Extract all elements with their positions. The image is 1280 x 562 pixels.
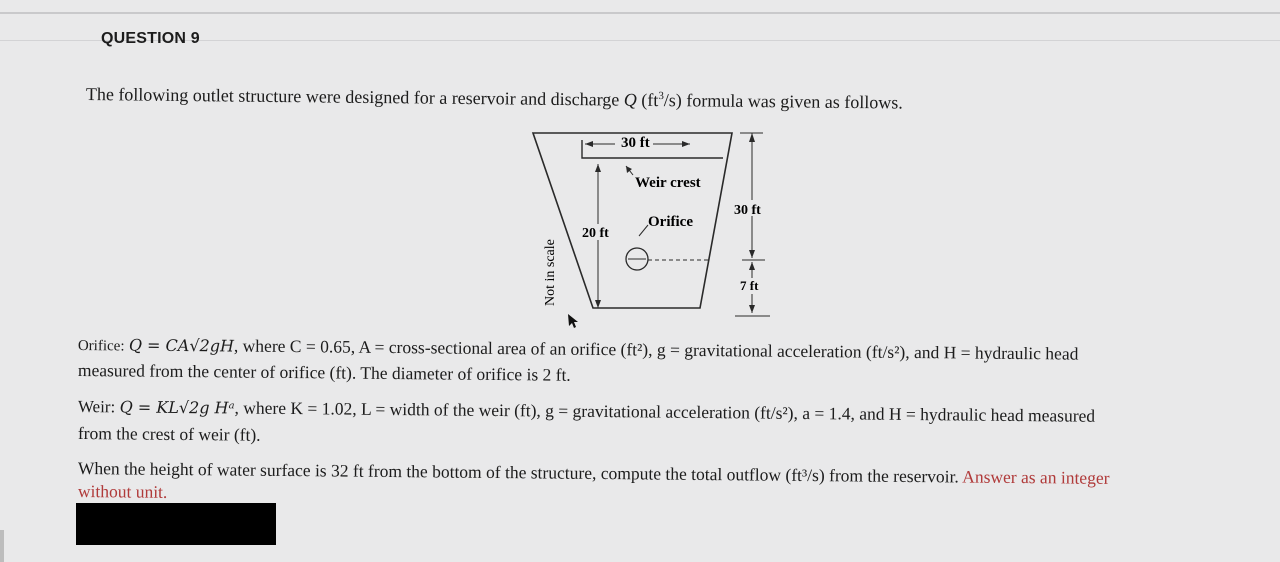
outlet-structure-diagram: [530, 128, 780, 333]
weir-formula-line: Weir: Q = KL√2g Hᵃ, where K = 1.02, L = width of the weir (ft), g = gravitational acceleration (ft/s²), a = 1.4, and H = hydraulic head measured: [77, 396, 1096, 426]
weir-crest-label: Weir crest: [635, 175, 701, 191]
task-text: When the height of water surface is 32 ft from the bottom of the structure, compute the total outflow (ft³/s) from the reservoir. Answer as an integer: [77, 458, 1110, 488]
scale-note: Not in scale: [543, 239, 558, 306]
intro-text: The following outlet structure were designed for a reservoir and discharge Q $(ft^3/s)$ formula was given as follows.: [85, 84, 903, 113]
orifice-description: measured from the center of orifice (ft). The diameter of orifice is 2 ft.: [77, 360, 571, 385]
top-width-label: 30 ft: [621, 135, 650, 151]
left-height-label: 20 ft: [582, 226, 609, 241]
top-divider: [0, 12, 1280, 14]
question-title: QUESTION 9: [101, 30, 200, 47]
orifice-label: Orifice: [648, 214, 693, 230]
orifice-formula-line: Orifice: Q = CA√2gH, where C = 0.65, A = cross-sectional area of an orifice (ft²), g = gravitational acceleration (ft/s²), and H = hydraulic head: [77, 335, 1079, 364]
answer-box[interactable]: [76, 503, 276, 545]
weir-description: from the crest of weir (ft).: [77, 423, 261, 445]
structure-outline: [533, 133, 732, 308]
left-edge-bar: [0, 530, 4, 562]
task-instruction: without unit.: [77, 481, 168, 502]
bottom-right-label: 7 ft: [740, 278, 759, 293]
right-height-label: 30 ft: [734, 203, 761, 218]
cursor-icon: [568, 314, 578, 328]
